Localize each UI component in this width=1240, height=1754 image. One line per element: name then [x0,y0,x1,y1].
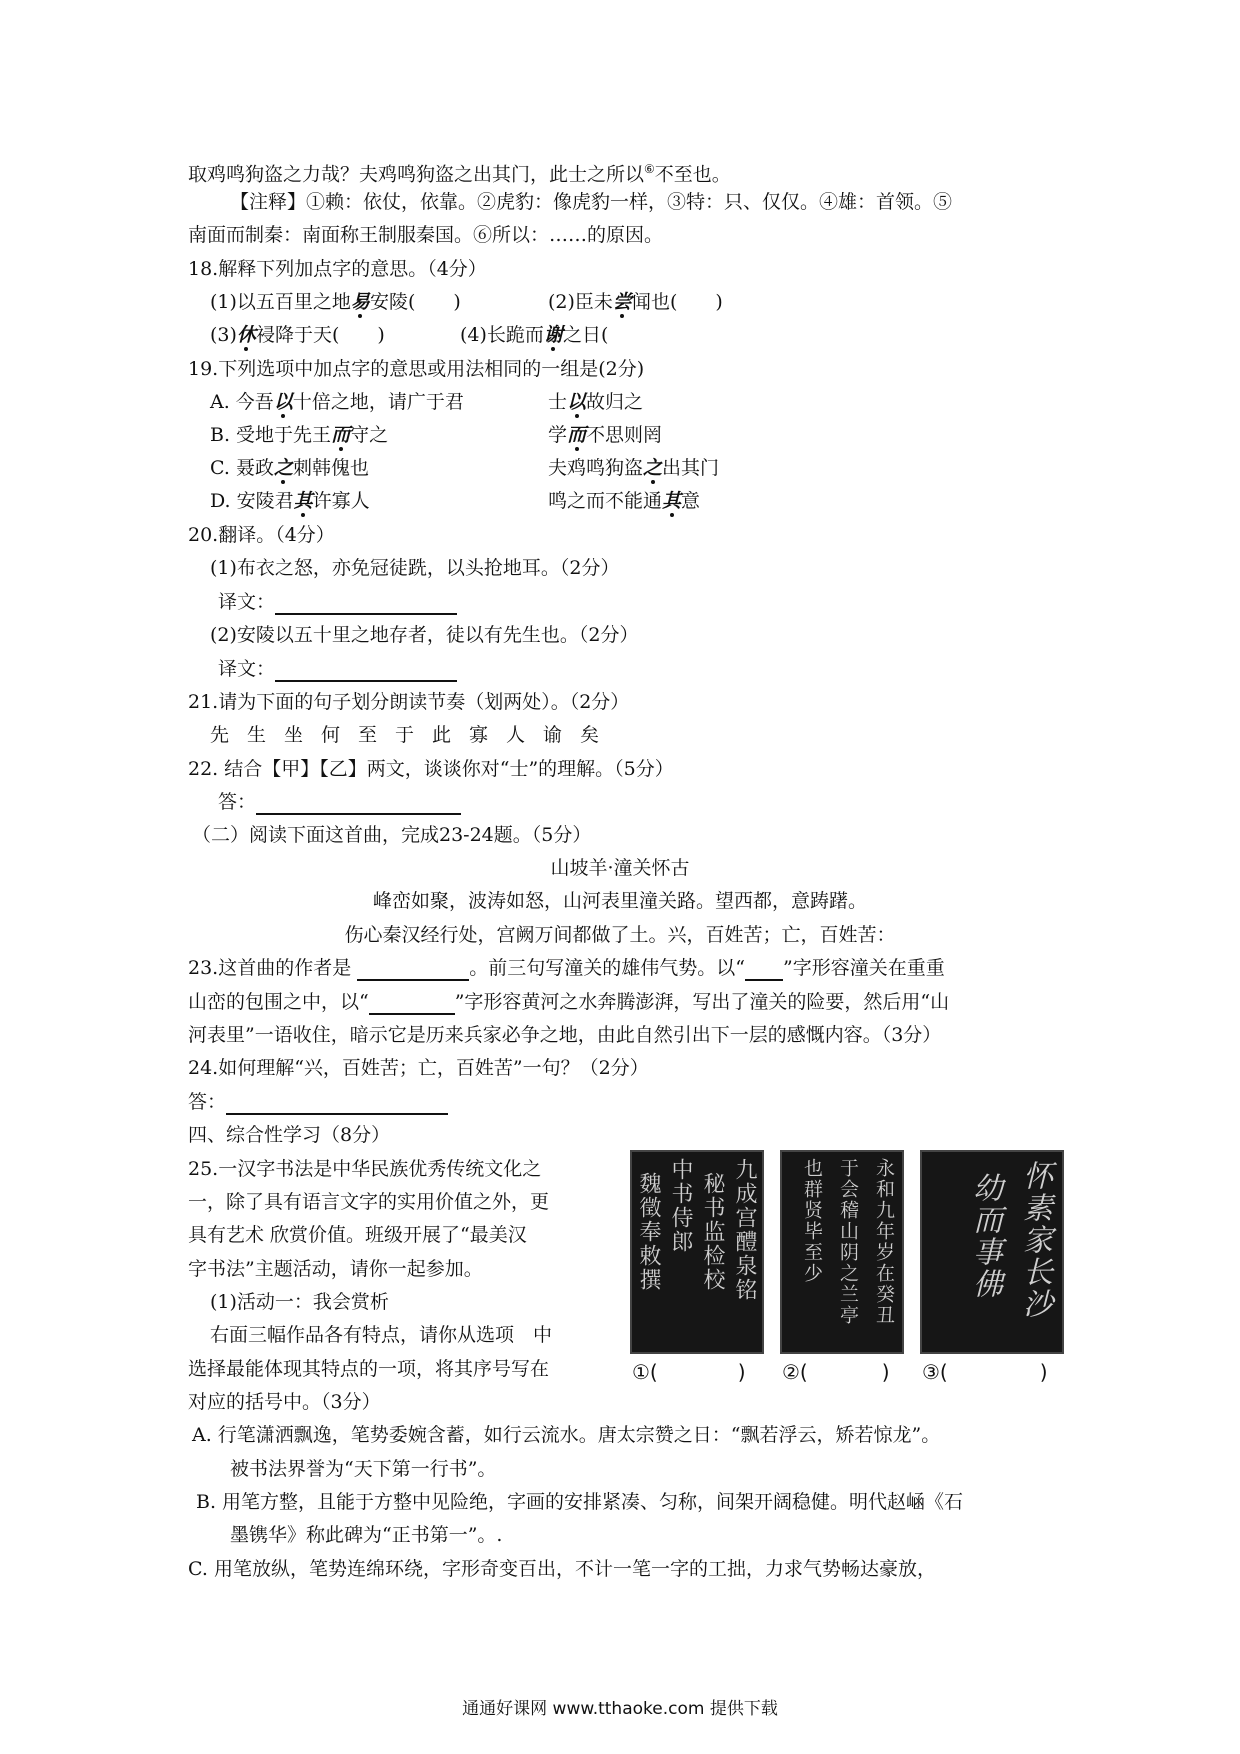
q25-instruction-2: 选择最能体现其特点的一项，将其序号写在 [188,1358,550,1380]
q21-stem: 21.请为下面的句子划分朗读节奏（划两处）。（2分） [188,691,630,713]
q23-blank-2[interactable] [369,993,455,1015]
q25-option-c-line-1: C. 用笔放纵，笔势连绵环绕，字形奇变百出，不计一笔一字的工拙，力求气势畅达豪放， [188,1558,936,1580]
q24-stem: 24.如何理解“兴，百姓苦；亡，百姓苦”一句？（2分） [188,1057,649,1079]
q19-stem: 19.下列选项中加点字的意思或用法相同的一组是(2分) [188,358,645,380]
q18-item-3: (3)休祲降于天( ) [210,324,385,346]
page-footer: 通通好课网 www.tthaoke.com 提供下载 [462,1699,778,1719]
calligraphy-answer-3[interactable] [948,1364,1040,1384]
q25-instruction-1: 右面三幅作品各有特点，请你从选项 中 [210,1324,553,1346]
q22-stem: 22. 结合【甲】【乙】两文，谈谈你对“士”的理解。（5分） [188,758,674,780]
q20-sentence-1: (1)布衣之怒，亦免冠徒跣，以头抢地耳。（2分） [210,557,620,579]
calligraphy-panel-3: 怀素家长沙 幼而事佛 [920,1150,1064,1354]
poem-line-2: 伤心秦汉经行处，宫阙万间都做了土。兴，百姓苦；亡，百姓苦： [344,924,896,946]
q25-option-b-line-1: B. 用笔方整，且能于方整中见险绝，字画的安排紧凑、匀称，间架开阔稳健。明代赵崡《石 [196,1491,964,1513]
calligraphy-panel-1: 九成宫醴泉铭 秘书监检校 中书侍郎 魏徵奉敕撰 [630,1150,764,1354]
q21-sentence: 先生坐何至于此寡人谕矣 [210,724,618,746]
q19-option-b-left: B. 受地于先王而守之 [210,424,389,446]
notes-line-2: 南面而制秦：南面称王制服秦国。⑥所以：……的原因。 [188,224,664,246]
q19-option-c-right: 夫鸡鸣狗盗之出其门 [548,457,720,479]
q24-answer: 答： [188,1089,448,1115]
poem-line-1: 峰峦如聚，波涛如怒，山河表里潼关路。望西都，意踌躇。 [372,890,867,912]
q19-option-b-right: 学而不思则罔 [548,424,663,446]
q20-answer-2-blank[interactable] [275,660,457,682]
q23-author-blank[interactable] [357,959,469,981]
q25-para-2: 一，除了具有语言文字的实用价值之外，更 [188,1191,550,1213]
q18-item-2: (2)臣未尝闻也( ) [548,291,723,313]
q19-option-d-left: D. 安陵君其许寡人 [210,490,370,512]
calligraphy-answer-2[interactable] [808,1364,882,1384]
q25-option-b-line-2: 墨镌华》称此碑为“正书第一”。. [230,1524,503,1546]
q23-line-2: 山峦的包围之中，以“ ”字形容黄河之水奔腾澎湃，写出了潼关的险要，然后用“山 [188,991,950,1013]
q25-para-4: 字书法”主题活动，请你一起参加。 [188,1258,483,1280]
q23-line-1: 23.这首曲的作者是 。前三句写潼关的雄伟气势。以“ ”字形容潼关在重重 [188,957,945,979]
q18-stem: 18.解释下列加点字的意思。（4分） [188,258,487,280]
q25-para-1: 25.一汉字书法是中华民族优秀传统文化之 [188,1158,542,1180]
q19-option-c-left: C. 聂政之刺韩傀也 [210,457,369,479]
q23-blank-1[interactable] [745,959,783,981]
calligraphy-panel-2: 永和九年岁在癸丑 于会稽山阴之兰亭 也群贤毕至少 [780,1150,904,1354]
q20-answer-1: 译文： [218,589,457,615]
q20-stem: 20.翻译。（4分） [188,524,335,546]
q25-instruction-3: 对应的括号中。（3分） [188,1391,381,1413]
section-2-heading: （二）阅读下面这首曲，完成23-24题。（5分） [192,824,592,846]
q25-option-a-line-1: A. 行笔潇洒飘逸，笔势委婉含蓄，如行云流水。唐太宗赞之日：“飘若浮云，矫若惊龙”。 [192,1424,941,1446]
poem-title: 山坡羊·潼关怀古 [550,857,690,879]
q19-option-d-right: 鸣之而不能通其意 [548,490,701,512]
q22-answer-blank[interactable] [256,793,461,815]
q19-option-a-right: 士以故归之 [548,391,644,413]
q25-para-3: 具有艺术 欣赏价值。班级开展了“最美汉 [188,1224,527,1246]
q19-option-a-left: A. 今吾以十倍之地，请广于君 [210,391,464,413]
q25-activity-1: (1)活动一：我会赏析 [210,1291,389,1313]
section-4-heading: 四、综合性学习（8分） [188,1124,391,1146]
calligraphy-caption-2: ②( ) [782,1360,890,1384]
calligraphy-caption-1: ①( ) [632,1360,746,1384]
q18-item-1: (1)以五百里之地易安陵( ) [210,291,461,313]
calligraphy-caption-3: ③( ) [922,1360,1048,1384]
passage-end-line: 取鸡鸣狗盗之力哉？夫鸡鸣狗盗之出其门，此士之所以⑥不至也。 [188,162,731,186]
calligraphy-answer-1[interactable] [658,1364,738,1384]
notes-line-1: 【注释】①赖：依仗，依靠。②虎豹：像虎豹一样，③特：只、仅仅。④雄：首领。⑤ [230,191,953,213]
q23-line-3: 河表里”一语收住，暗示它是历来兵家必争之地，由此自然引出下一层的感慨内容。（3分） [188,1024,942,1046]
q20-answer-2: 译文： [218,656,457,682]
q18-item-4: (4)长跪而谢之日( [460,324,609,346]
q20-answer-1-blank[interactable] [275,593,457,615]
q24-answer-blank[interactable] [226,1093,448,1115]
q25-option-a-line-2: 被书法界誉为“天下第一行书”。 [230,1458,497,1480]
calligraphy-images [622,1140,1070,1398]
q20-sentence-2: (2)安陵以五十里之地存者，徒以有先生也。（2分） [210,624,639,646]
q22-answer: 答： [218,789,461,815]
